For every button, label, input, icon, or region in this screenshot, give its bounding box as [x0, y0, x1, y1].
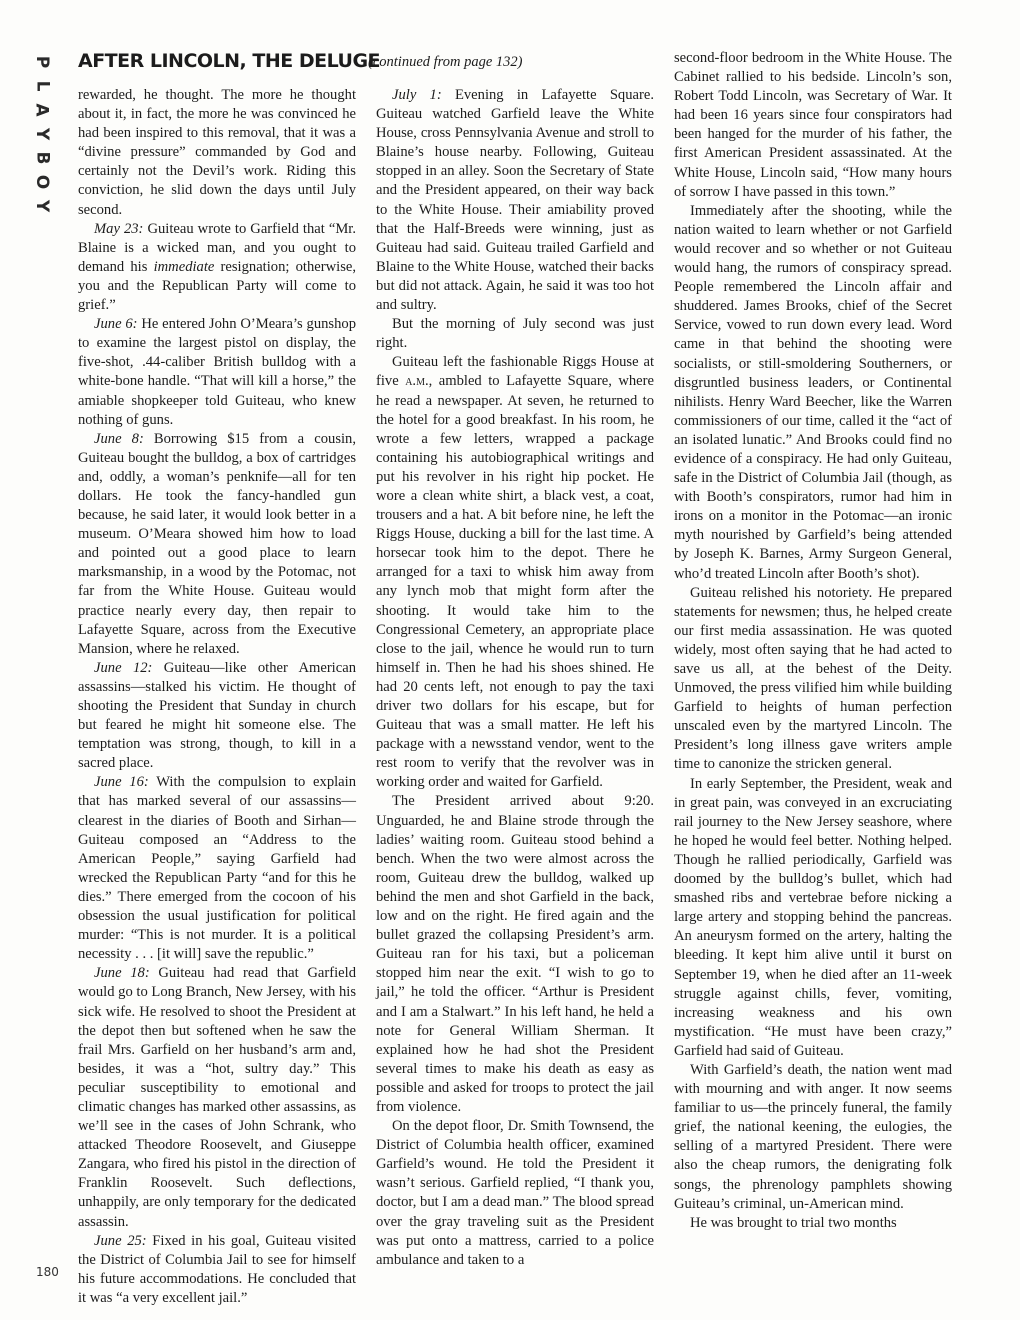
paragraph-text: But the morning of July second was just right. [376, 316, 654, 352]
magazine-letter: Y [32, 127, 52, 141]
magazine-letter: A [31, 103, 52, 117]
paragraph [78, 659, 356, 774]
paragraph [78, 86, 356, 220]
paragraph [78, 964, 356, 1231]
paragraph [376, 1117, 654, 1270]
paragraph-text: Guiteau—like other American assassins—stalked his victim. He thought of shooting the President that Sunday in church but feared he might hit someone else. The temptation was strong, though, to kill in a sacred place. [78, 659, 356, 772]
paragraph-text: Borrowing $15 from a cousin, Guiteau bought the bulldog, a box of cartridges and, oddly, a woman’s penknife—all for ten dollars. He took the fancy-handled gun because, he said later, it would look better in a museum. O’Meara showed him how to load and pointed out a good place to learn marksmanship, in a wood by the Potomac, not far from the White House. Guiteau would practice nearly every day, then repair to Lafayette Square, across from the Executive Mansion, where he relaxed. [78, 430, 357, 657]
paragraph [78, 430, 356, 659]
paragraph [78, 315, 356, 430]
paragraph-text: Guiteau had read that Garfield would go to Long Branch, New Jersey, with his sick wife. He resolved to shoot the President at the depot then but softened when he saw the frail Mrs. Garfield on her husband’s arm and, besides, it was a “hot, sultry day.” This peculiar susceptibility to emotional and climatic changes has marked other assassins, as we’ll see in the cases of John Schrank, who attacked Theodore Roosevelt, and Giuseppe Zangara, who fired his pistol in the direction of Franklin Roosevelt. Such deflections, unhappily, are only temporary for the dedicated assassin. [78, 965, 356, 1230]
paragraph [376, 86, 654, 315]
paragraph-text: Guiteau wrote to Garfield that “Mr. Blaine is a wicked man, and you ought to demand his [78, 220, 356, 275]
paragraph-text: Guiteau left the fashionable Riggs House at five [376, 354, 654, 390]
column-2 [376, 86, 654, 1270]
paragraph [674, 1214, 952, 1233]
paragraph [78, 1232, 356, 1308]
entry-date: June 6: [94, 316, 138, 333]
paragraph-text: Guiteau relished his notoriety. He prepared statements for newsmen; thus, he helped create our first media assassination. He was quoted widely, most often saying that he had acted to save us all, at the behest of the Deity. Unmoved, the press vilified him while building Garfield to heights of human perfection unscaled even by the martyred Lincoln. The President’s long illness gave writers ample time to canonize the stricken general. [674, 584, 952, 773]
paragraph-text: He entered John O’Meara’s gunshop to examine the largest pistol on display, the five-shot, .44-caliber British bulldog with a white-bone handle. “That will kill a horse,” the amiable shopkeeper told Guiteau, who knew nothing of guns. [78, 316, 356, 428]
continued-note: (continued from page 132) [368, 54, 523, 70]
entry-date: June 8: [94, 430, 144, 447]
paragraph-text: In early September, the President, weak and in great pain, was conveyed in an excruciating rail journey to the New Jersey seashore, where he hoped he would feel better. Nothing helped. Though he rallied periodically, Garfield was doomed by the bulldog’s bullet, which had smashed ribs and vertebrae before nicking a large artery and stopping behind the pancreas. An aneurysm formed on the artery, halting the bleeding. It kept him alive until it burst on September 19, when he died after an 11-week struggle against chills, fever, vomiting, increasing weakness and his own mystification. “He must have been crazy,” Garfield had said of Guiteau. [674, 775, 952, 1059]
paragraph-text: Evening in Lafayette Square. Guiteau watched Garfield leave the White House, cross Pennsylvania Avenue and stroll to Blaine’s house nearby. Following, Guiteau stopped in an alley. Soon the Secretary of State and the President appeared, on their way back to the White House. Their amiability proved that the Half-Breeds were winning, just as Guiteau had said. Guiteau trailed Garfield and Blaine to the White House, watched their backs but did not attack. Again, he said it was too hot and sultry. [376, 87, 654, 314]
entry-date: July 1: [392, 87, 442, 103]
entry-date: June 16: [94, 774, 149, 791]
paragraph-text: Fixed in his goal, Guiteau visited the District of Columbia Jail to see for himself his future accommodations. He concluded that it was “a very excellent jail.” [78, 1232, 357, 1306]
magazine-letter: L [32, 80, 52, 92]
paragraph-text: The President arrived about 9:20. Unguarded, he and Blaine strode through the ladies’ waiting room. Guiteau stood behind a bench. When the two were almost across the room, Guiteau drew the bulldog, walked up behind the men and shot Garfield in the back, low and on the right. He fired again and the bullet grazed the collapsing President’s arm. Guiteau ran for his taxi, but a policeman stopped him near the exit. “I wish to go to jail,” he told the officer. “Arthur is President and I am a Stalwart.” In his left hand, he held a note for General William Sherman. It explained how he had shot the President several times to make his death as easy as possible and asked for troops to protect the jail from violence. [376, 793, 654, 1115]
page-number: 180 [36, 1265, 59, 1279]
paragraph-text: Immediately after the shooting, while the nation waited to learn whether or not Garfield would recover and so whether or not Guiteau would hang, the rumors of conspiracy spread. People remembered the Lincoln affair and shuddered. James Brooks, chief of the Secret Service, vowed to run down every lead. Word came in that behind the shooting were socialists, or still-smoldering Southerners, or disgruntled business leaders, or Continental nihilists. Henry Ward Beecher, like the Warren commissioners of our time, called it the “act of an isolated lunatic.” And Brooks could find no evidence of a conspiracy. He had only Guiteau, safe in the District of Columbia Jail (though, as with Booth’s conspirators, rumor had him in irons on a monitor in the Potomac—an ironic myth nourished by Garfield’s being attended by Joseph K. Barnes, Army Surgeon General, who’d treated Lincoln after Booth’s shot). [674, 202, 952, 582]
paragraph-text: With Garfield’s death, the nation went mad with mourning and with anger. It now seems familiar to us—the princely funeral, the family grief, the national keening, the eulogies, the selling of a martyred President. There were also the cheap rumors, the denigrating folk songs, the phrenology pamphlets showing Guiteau’s criminal, un-American mind. [674, 1061, 952, 1212]
paragraph-text: With the compulsion to explain that has marked several of our assassins—clearest in the diaries of Booth and Sirhan—Guiteau composed an “Address to the American People,” saying Garfield had wrecked the Republican Party “and for this he dies.” There emerged from the cocoon of his obsession the usual justification for political murder: “This is not murder. It is a political necessity . . . [it will] save the republic.” [78, 774, 357, 963]
paragraph [78, 773, 356, 964]
paragraph-text: second-floor bedroom in the White House. The Cabinet rallied to his bedside. Lincoln’s son, Robert Todd Lincoln, was Secretary of War. It had been 16 years since four conspirators had been hanged for the murder of his father, the first American President assassinated. At the White House, Lincoln said, “How many hours of sorrow I have passed in this town.” [674, 50, 952, 200]
paragraph [78, 220, 356, 315]
paragraph-text: On the depot floor, Dr. Smith Townsend, the District of Columbia health officer, examined Garfield’s wound. He told the President it wasn’t serious. Garfield replied, “I thank you, doctor, but I am a dead man.” The blood spread over the gray traveling suit as the President was put onto a mattress, carried to a police ambulance and taken to a [376, 1118, 654, 1268]
paragraph [674, 49, 952, 202]
time-abbrev: a.m. [405, 373, 429, 390]
paragraph [376, 315, 654, 353]
entry-date: June 12: [94, 659, 153, 676]
paragraph-text: He was brought to trial two months [690, 1214, 897, 1231]
paragraph [674, 202, 952, 584]
column-3 [674, 49, 952, 1233]
magazine-letter: B [32, 151, 52, 165]
magazine-letter: O [31, 174, 52, 190]
paragraph [674, 584, 952, 775]
entry-date: May 23: [94, 220, 144, 237]
emphasis-text: immediate [153, 258, 215, 275]
paragraph-text: , ambled to Lafayette Square, where he read a newspaper. At seven, he returned to the hotel for a good breakfast. In his room, he wrote a few letters, wrapped a package containing his autobiographical writings and put his revolver in his right hip pocket. He wore a clean white shirt, a black vest, a coat, trousers and a hat. A bit before nine, he left the Riggs House, ducking a bill for the last time. A horsecar took him to the depot. There he arranged for a taxi to whisk him away from any lynch mob that might form after the shooting. It would take him to the Congressional Cemetery, an appropriate place close to the jail, whence he would run to turn himself in. Then he had his shoes shined. He had 20 cents left, not enough to pay the taxi driver two dollars for his escape, but for Guiteau that was a small matter. He left his package with a newsstand vendor, went to the rest room to verify that the revolver was in working order and waited for Garfield. [376, 373, 654, 791]
paragraph [674, 1061, 952, 1214]
paragraph-text: resignation; otherwise, you and the Republican Party will come to grief.” [78, 258, 356, 314]
paragraph [674, 775, 952, 1061]
entry-date: June 25: [94, 1232, 147, 1249]
article-headline: AFTER LINCOLN, THE DELUGE [78, 50, 381, 72]
paragraph [376, 353, 654, 792]
entry-date: June 18: [94, 965, 150, 982]
paragraph [376, 792, 654, 1117]
magazine-letter: P [32, 55, 52, 69]
magazine-name-vertical [30, 50, 54, 218]
paragraph-text: rewarded, he thought. The more he thought about it, in fact, the more he was convinced he had been inspired to this removal, that it was a “divine pressure” commanded by God and certainly not the Devil’s work. Riding this conviction, he slid down the days until July second. [78, 87, 356, 218]
magazine-letter: Y [32, 199, 52, 213]
column-1 [78, 86, 356, 1308]
